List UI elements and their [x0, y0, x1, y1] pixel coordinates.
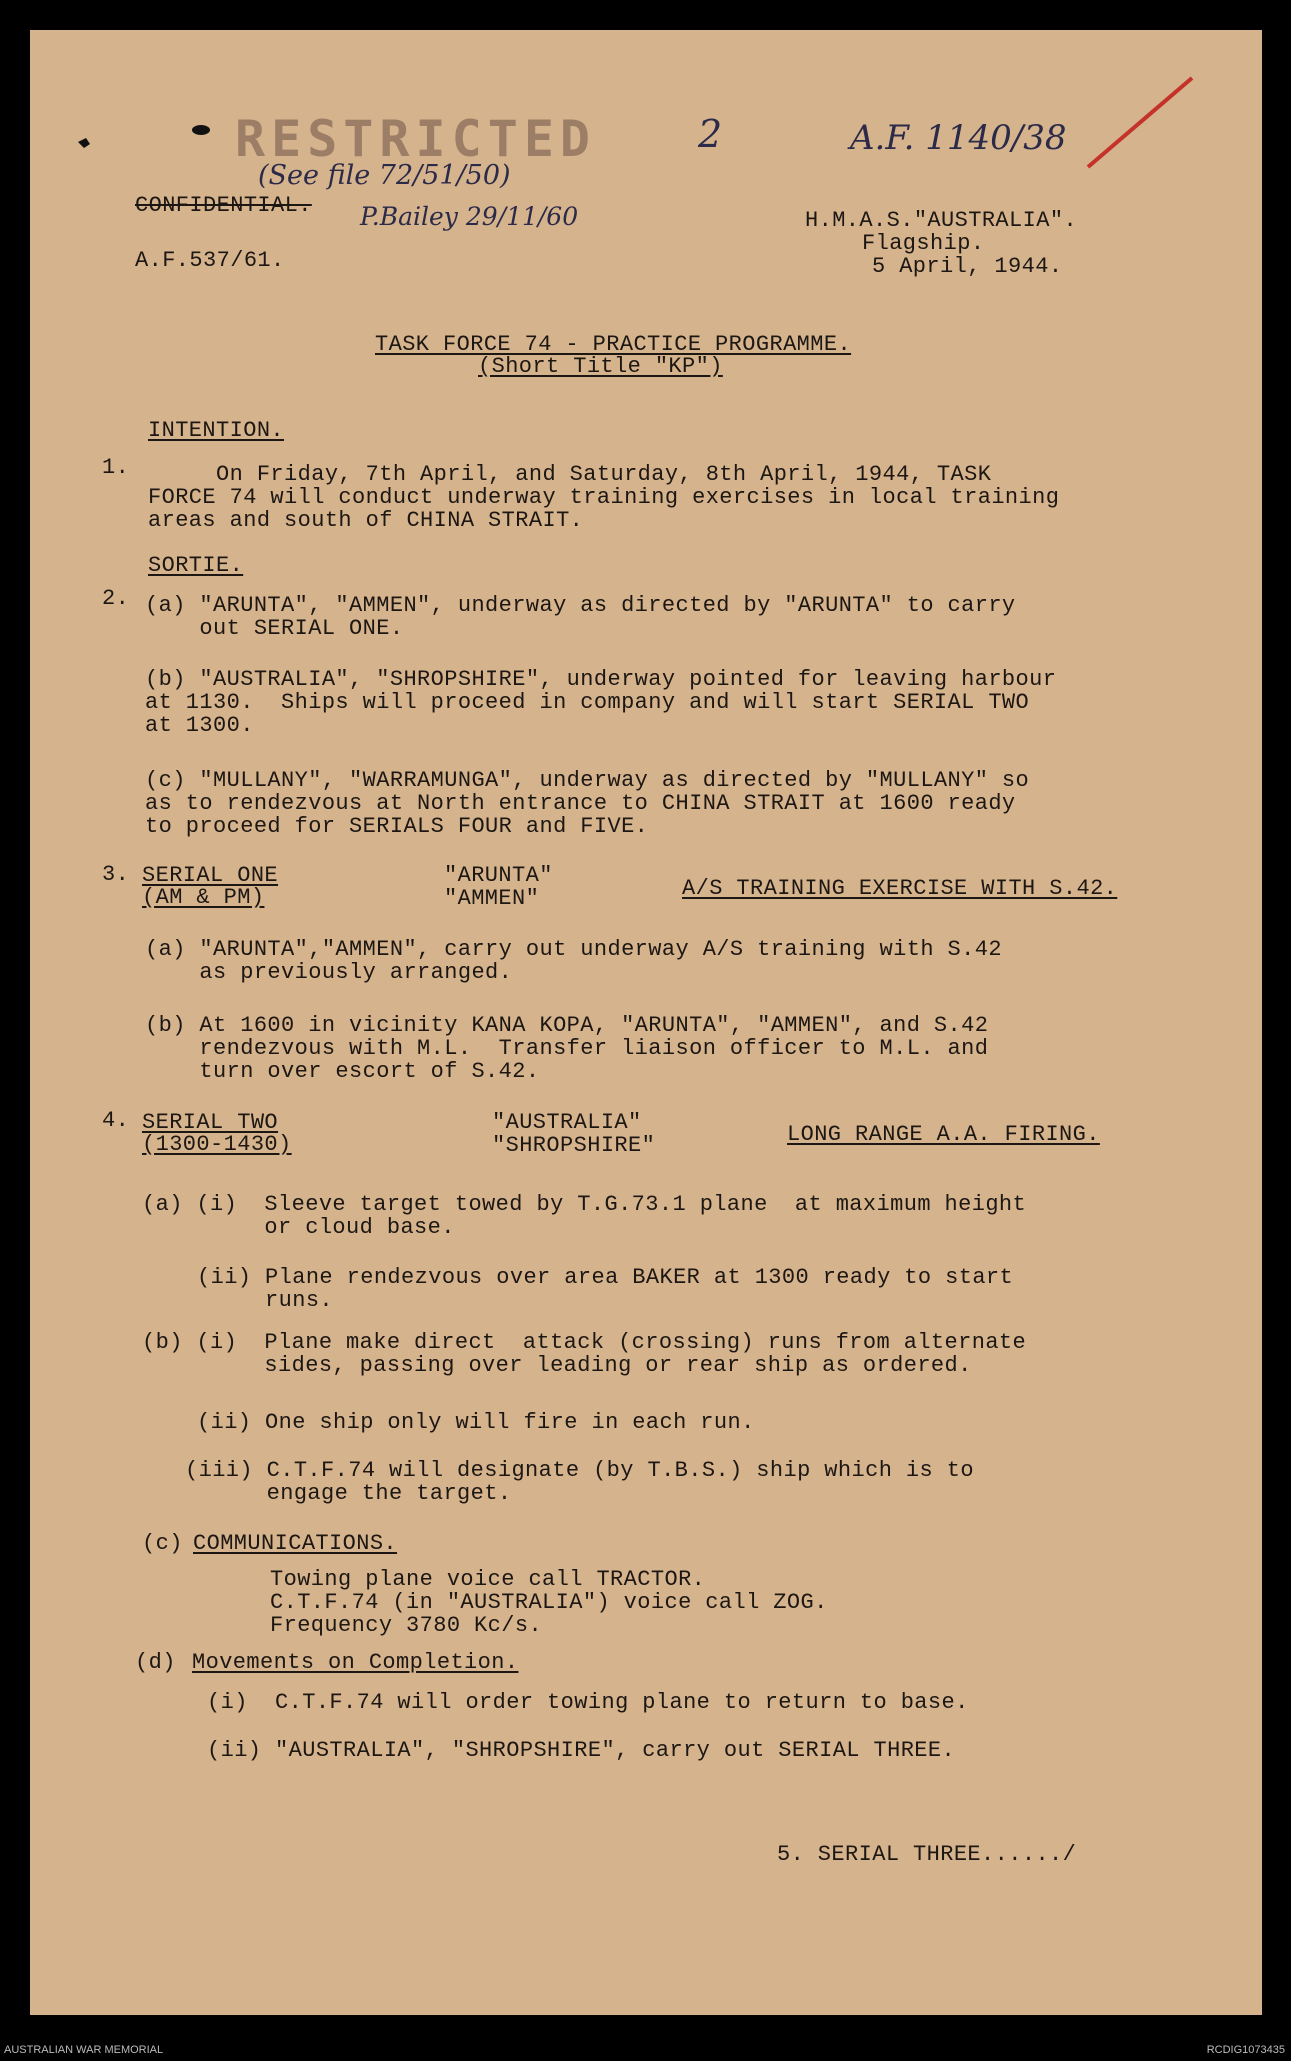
document-title: TASK FORCE 74 - PRACTICE PROGRAMME. — [375, 332, 852, 357]
red-tick-mark — [1080, 72, 1200, 172]
origin-ship: H.M.A.S."AUSTRALIA". — [805, 208, 1078, 233]
document-date: 5 April, 1944. — [872, 254, 1063, 279]
intention-line-1: On Friday, 7th April, and Saturday, 8th April, 1944, TASK — [148, 462, 992, 487]
document-short-title: (Short Title "KP") — [478, 354, 723, 379]
document-page — [30, 30, 1262, 2015]
movements-i: (i) C.T.F.74 will order towing plane to return to base. — [207, 1690, 969, 1715]
classification-struck: CONFIDENTIAL. — [135, 193, 312, 218]
serial-one-b-line-3: turn over escort of S.42. — [145, 1059, 540, 1084]
origin-role: Flagship. — [862, 231, 985, 256]
serial-two-b-i-line-2: sides, passing over leading or rear ship as ordered. — [142, 1353, 972, 1378]
continuation-note: 5. SERIAL THREE....../ — [777, 1842, 1077, 1867]
sortie-c-line-1: (c) "MULLANY", "WARRAMUNGA", underway as directed by "MULLANY" so — [145, 768, 1030, 793]
para-4-number: 4. — [102, 1108, 130, 1133]
intention-line-2: FORCE 74 will conduct underway training exercises in local training — [148, 485, 1060, 510]
serial-two-b-iii-line-2: engage the target. — [185, 1481, 512, 1506]
serial-one-ship-1: "ARUNTA" — [444, 863, 553, 888]
sortie-b-line-2: at 1130. Ships will proceed in company and will start SERIAL TWO — [145, 690, 1030, 715]
sortie-heading: SORTIE. — [148, 553, 244, 578]
serial-two-title: SERIAL TWO — [142, 1110, 279, 1135]
para-1-number: 1. — [102, 455, 130, 480]
communications-line-3: Frequency 3780 Kc/s. — [270, 1613, 543, 1638]
serial-two-ship-2: "SHROPSHIRE" — [492, 1133, 656, 1158]
communications-line-2: C.T.F.74 (in "AUSTRALIA") voice call ZOG. — [270, 1590, 828, 1615]
serial-two-b-iii-line-1: (iii) C.T.F.74 will designate (by T.B.S.) ship which is to — [185, 1458, 974, 1483]
serial-two-ship-1: "AUSTRALIA" — [492, 1110, 642, 1135]
communications-heading: COMMUNICATIONS. — [193, 1531, 398, 1556]
handwritten-file-ref: A.F. 1140/38 — [850, 118, 1067, 158]
para-3-number: 3. — [102, 862, 130, 887]
serial-one-exercise: A/S TRAINING EXERCISE WITH S.42. — [682, 876, 1118, 901]
serial-one-a-line-2: as previously arranged. — [145, 960, 513, 985]
serial-two-a-ii-line-1: (ii) Plane rendezvous over area BAKER at 1300 ready to start — [197, 1265, 1014, 1290]
serial-one-ship-2: "AMMEN" — [444, 886, 540, 911]
serial-one-a-line-1: (a) "ARUNTA","AMMEN", carry out underway A/S training with S.42 — [145, 937, 1002, 962]
serial-two-b-i-line-1: (b) (i) Plane make direct attack (crossing) runs from alternate — [142, 1330, 1027, 1355]
sortie-b-line-3: at 1300. — [145, 713, 254, 738]
footer-source: AUSTRALIAN WAR MEMORIAL — [4, 2044, 164, 2056]
sortie-a-line-1: (a) "ARUNTA", "AMMEN", underway as directed by "ARUNTA" to carry — [145, 593, 1016, 618]
movements-heading: Movements on Completion. — [192, 1650, 519, 1675]
serial-one-b-line-1: (b) At 1600 in vicinity KANA KOPA, "ARUNTA", "AMMEN", and S.42 — [145, 1013, 989, 1038]
sortie-b-line-1: (b) "AUSTRALIA", "SHROPSHIRE", underway pointed for leaving harbour — [145, 667, 1057, 692]
file-number: A.F.537/61. — [135, 248, 285, 273]
restricted-stamp: RESTRICTED — [235, 110, 597, 168]
serial-two-c-label: (c) — [142, 1531, 183, 1556]
sortie-a-line-2: out SERIAL ONE. — [145, 616, 404, 641]
serial-two-a-ii-line-2: runs. — [197, 1288, 334, 1313]
footer-id: RCDIG1073435 — [1206, 2044, 1285, 2056]
sortie-c-line-3: to proceed for SERIALS FOUR and FIVE. — [145, 814, 649, 839]
serial-two-time: (1300-1430) — [142, 1132, 292, 1157]
ink-blot-marks — [68, 122, 228, 162]
handwritten-page-number: 2 — [698, 112, 723, 156]
serial-one-time: (AM & PM) — [142, 885, 265, 910]
serial-two-b-ii: (ii) One ship only will fire in each run. — [197, 1410, 755, 1435]
serial-two-exercise: LONG RANGE A.A. FIRING. — [787, 1122, 1100, 1147]
handwritten-signature: P.Bailey 29/11/60 — [360, 202, 579, 231]
para-2-number: 2. — [102, 586, 130, 611]
handwritten-see-file: (See file 72/51/50) — [258, 160, 511, 191]
serial-two-d-label: (d) — [135, 1650, 176, 1675]
intention-heading: INTENTION. — [148, 418, 285, 443]
serial-two-a-i-line-1: (a) (i) Sleeve target towed by T.G.73.1 plane at maximum height — [142, 1192, 1027, 1217]
intention-line-3: areas and south of CHINA STRAIT. — [148, 508, 584, 533]
serial-one-b-line-2: rendezvous with M.L. Transfer liaison officer to M.L. and — [145, 1036, 989, 1061]
communications-line-1: Towing plane voice call TRACTOR. — [270, 1567, 706, 1592]
serial-one-title: SERIAL ONE — [142, 863, 279, 888]
movements-ii: (ii) "AUSTRALIA", "SHROPSHIRE", carry out SERIAL THREE. — [207, 1738, 956, 1763]
sortie-c-line-2: as to rendezvous at North entrance to CHINA STRAIT at 1600 ready — [145, 791, 1016, 816]
serial-two-a-i-line-2: or cloud base. — [142, 1215, 455, 1240]
